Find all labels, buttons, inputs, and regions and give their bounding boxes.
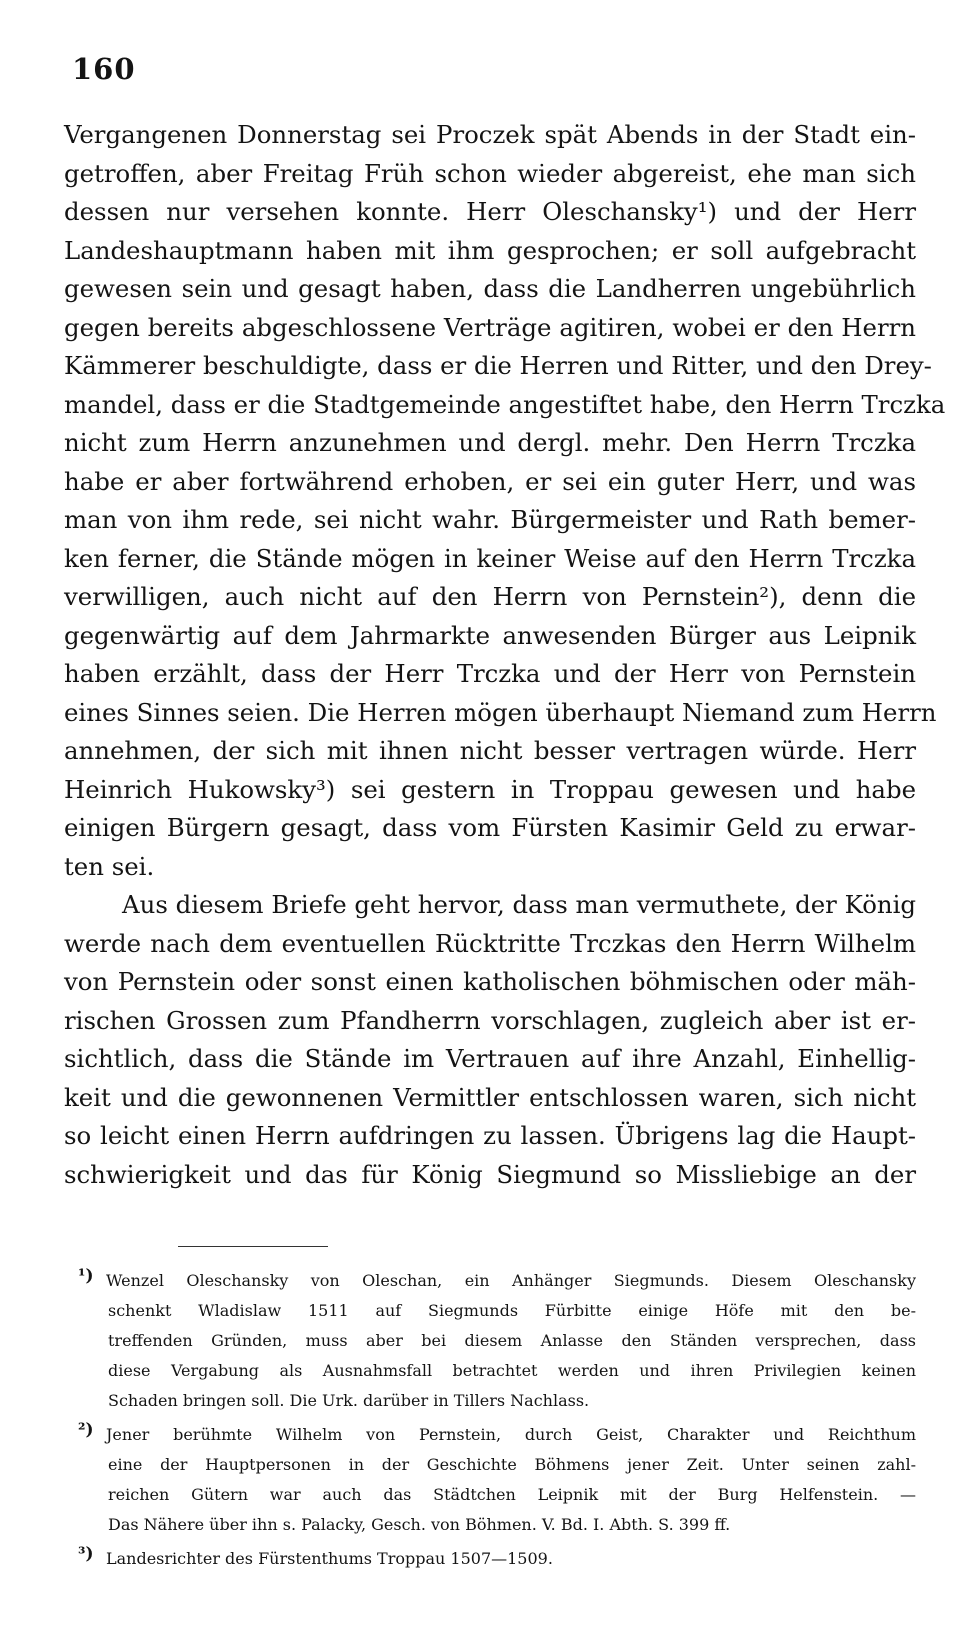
footnote-marker: ²) (78, 1420, 94, 1440)
footnote-line: eine der Hauptpersonen in der Geschichte Böhmens jener Zeit. Unter seinen zahl- (108, 1455, 916, 1474)
body-line: werde nach dem eventuellen Rücktritte Trczkas den Herrn Wilhelm (64, 928, 916, 958)
body-line: getroffen, aber Freitag Früh schon wieder abgereist, ehe man sich (64, 158, 916, 188)
body-line: man von ihm rede, sei nicht wahr. Bürgermeister und Rath bemer- (64, 505, 916, 534)
footnote-3 (78, 1544, 916, 1574)
footnote-line: Schaden bringen soll. Die Urk. darüber in Tillers Nachlass. (108, 1391, 590, 1410)
body-line: keit und die gewonnenen Vermittler entschlossen waren, sich nicht (64, 1082, 916, 1112)
body-line: Kämmerer beschuldigte, dass er die Herren und Ritter, und den Drey- (64, 351, 932, 380)
footnote-2 (78, 1420, 916, 1540)
body-line: mandel, dass er die Stadtgemeinde angestiftet habe, den Herrn Trczka (64, 389, 946, 419)
footnote-line: treffenden Gründen, muss aber bei diesem Anlasse den Ständen versprechen, dass (108, 1331, 916, 1350)
footnote-line: Das Nähere über ihn s. Palacky, Gesch. von Böhmen. V. Bd. I. Abth. S. 399 ff. (108, 1515, 731, 1534)
body-line: gewesen sein und gesagt haben, dass die Landherren ungebührlich (64, 274, 916, 303)
body-line: einigen Bürgern gesagt, dass vom Fürsten Kasimir Geld zu erwar- (64, 813, 916, 842)
footnotes (78, 1266, 916, 1578)
body-line: Vergangenen Donnerstag sei Proczek spät Abends in der Stadt ein- (64, 120, 916, 149)
body-line: sichtlich, dass die Stände im Vertrauen auf ihre Anzahl, Einhellig- (64, 1044, 916, 1073)
body-line: schwierigkeit und das für König Siegmund so Missliebige an der (64, 1159, 916, 1189)
body-line: dessen nur versehen konnte. Herr Oleschansky¹) und der Herr (64, 197, 916, 226)
body-line: von Pernstein oder sonst einen katholischen böhmischen oder mäh- (64, 967, 916, 996)
body-line: annehmen, der sich mit ihnen nicht besser vertragen würde. Herr (64, 736, 916, 765)
paragraph-start-line: Aus diesem Briefe geht hervor, dass man vermuthete, der König (122, 890, 916, 919)
body-line: gegen bereits abgeschlossene Verträge agitiren, wobei er den Herrn (64, 312, 916, 342)
body-line: so leicht einen Herrn aufdringen zu lassen. Übrigens lag die Haupt- (64, 1121, 916, 1150)
body-line: verwilligen, auch nicht auf den Herrn von Pernstein²), denn die (64, 582, 916, 611)
body-line: haben erzählt, dass der Herr Trczka und der Herr von Pernstein (64, 659, 916, 688)
body-line: Heinrich Hukowsky³) sei gestern in Troppau gewesen und habe (64, 774, 916, 804)
footnote-line: schenkt Wladislaw 1511 auf Siegmunds Fürbitte einige Höfe mit den be- (108, 1301, 916, 1320)
footnote-1 (78, 1266, 916, 1416)
body-line: rischen Grossen zum Pfandherrn vorschlagen, zugleich aber ist er- (64, 1005, 916, 1035)
footnote-line: diese Vergabung als Ausnahmsfall betrachtet werden und ihren Privilegien keinen (108, 1361, 916, 1380)
body-line: habe er aber fortwährend erhoben, er sei ein guter Herr, und was (64, 466, 916, 496)
footnote-line: Jener berühmte Wilhelm von Pernstein, durch Geist, Charakter und Reichthum (106, 1425, 916, 1444)
body-line: eines Sinnes seien. Die Herren mögen überhaupt Niemand zum Herrn (64, 697, 937, 727)
body-text (64, 116, 946, 1194)
body-line: ten sei. (64, 851, 155, 881)
footnote-marker: ³) (78, 1544, 94, 1564)
footnote-divider (178, 1246, 328, 1247)
footnote-line: Wenzel Oleschansky von Oleschan, ein Anhänger Siegmunds. Diesem Oleschansky (106, 1271, 916, 1290)
body-line: nicht zum Herrn anzunehmen und dergl. mehr. Den Herrn Trczka (64, 428, 916, 457)
body-line: gegenwärtig auf dem Jahrmarkte anwesenden Bürger aus Leipnik (64, 620, 916, 650)
footnote-line: reichen Gütern war auch das Städtchen Leipnik mit der Burg Helfenstein. — (108, 1485, 916, 1504)
body-line: Landeshauptmann haben mit ihm gesprochen; er soll aufgebracht (64, 235, 916, 265)
footnote-line: Landesrichter des Fürstenthums Troppau 1507—1509. (106, 1549, 553, 1568)
page-number: 160 (72, 52, 136, 86)
body-line: ken ferner, die Stände mögen in keiner Weise auf den Herrn Trczka (64, 543, 916, 573)
footnote-marker: ¹) (78, 1266, 94, 1286)
